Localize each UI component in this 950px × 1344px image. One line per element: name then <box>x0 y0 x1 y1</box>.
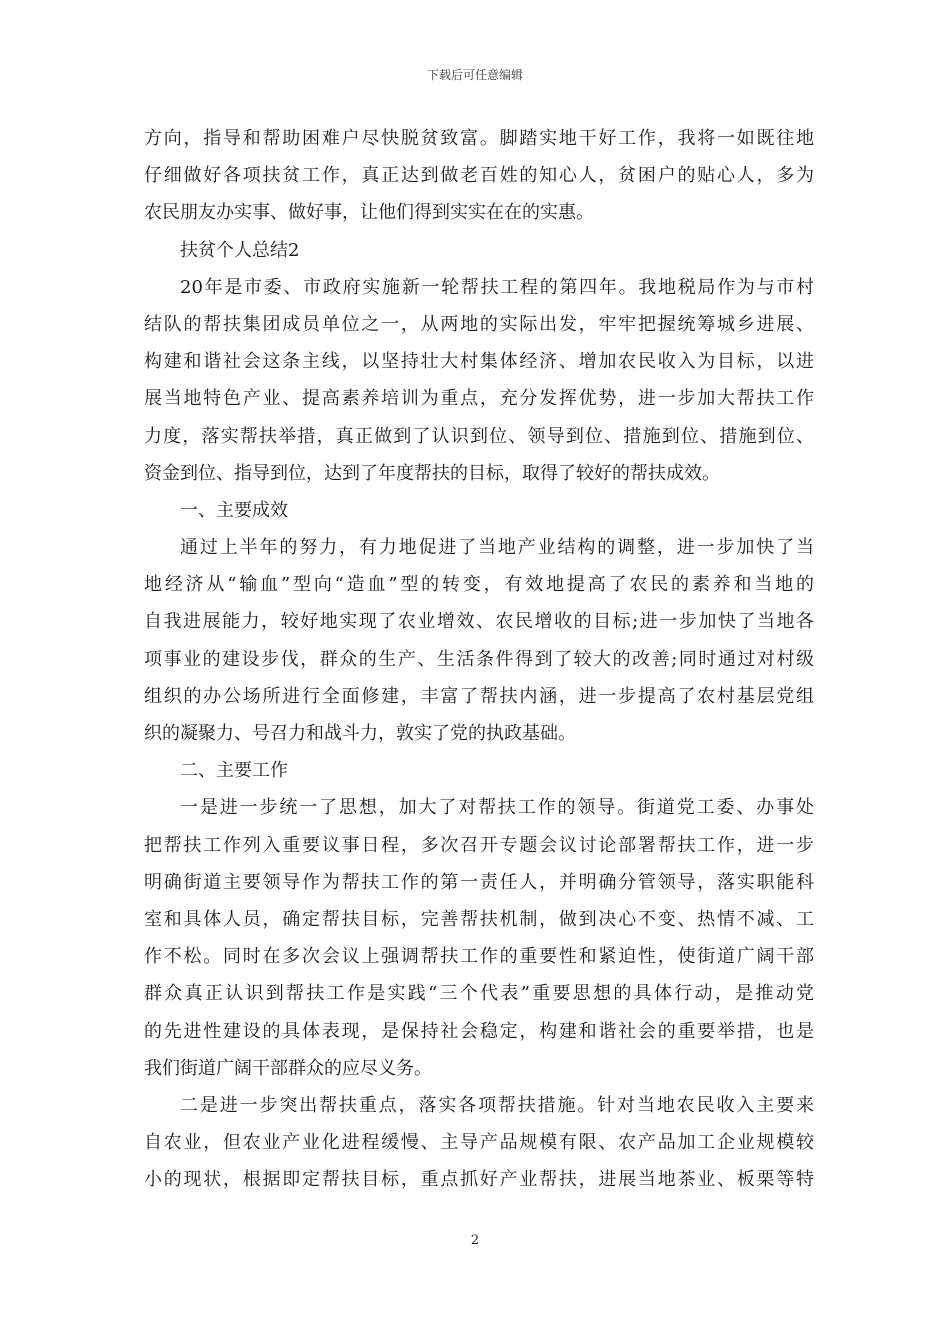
text-line: 自农业，但农业产业化进程缓慢、主导产品规模有限、农产品加工企业规模较 <box>144 1132 814 1154</box>
text-line: 自我进展能力，较好地实现了农业增效、农民增收的目标;进一步加快了当地各 <box>144 611 814 633</box>
text-line: 展当地特色产业、提高素养培训为重点，充分发挥优势，进一步加大帮扶工作 <box>144 388 814 410</box>
page-number: 2 <box>470 1233 480 1248</box>
text-line: 作不松。同时在多次会议上强调帮扶工作的重要性和紧迫性，使街道广阔干部 <box>144 946 814 968</box>
text-line: 项事业的建设步伐，群众的生产、生活条件得到了较大的改善;同时通过对村级 <box>144 648 814 670</box>
text-line: 明确街道主要领导作为帮扶工作的第一责任人，并明确分管领导，落实职能科 <box>144 871 814 893</box>
section-heading: 二、主要工作 <box>180 760 288 782</box>
text-line: 构建和谐社会这条主线，以坚持壮大村集体经济、增加农民收入为目标，以进 <box>144 351 814 373</box>
text-line: 力度，落实帮扶举措，真正做到了认识到位、领导到位、措施到位、措施到位、 <box>144 425 814 447</box>
text-line: 农民朋友办实事、做好事，让他们得到实实在在的实惠。 <box>144 202 594 224</box>
page-header: 下载后可任意编辑 <box>426 68 523 82</box>
text-line: 结队的帮扶集团成员单位之一，从两地的实际出发，牢牢把握统筹城乡进展、 <box>144 313 814 335</box>
text-line: 我们街道广阔干部群众的应尽义务。 <box>144 1057 432 1079</box>
section-heading: 一、主要成效 <box>180 499 288 521</box>
text-line: 组织的办公场所进行全面修建，丰富了帮扶内涵，进一步提高了农村基层党组 <box>144 685 814 707</box>
text-line: 仔细做好各项扶贫工作，真正达到做老百姓的知心人，贫困户的贴心人，多为 <box>144 165 814 187</box>
text-line: 一是进一步统一了思想，加大了对帮扶工作的领导。街道党工委、办事处 <box>180 797 814 819</box>
text-line: 20年是市委、市政府实施新一轮帮扶工程的第四年。我地税局作为与市村 <box>180 276 814 298</box>
section-title: 扶贫个人总结2 <box>180 239 300 261</box>
text-line: 室和具体人员，确定帮扶目标，完善帮扶机制，做到决心不变、热情不减、工 <box>144 908 814 930</box>
text-line: 把帮扶工作列入重要议事日程，多次召开专题会议讨论部署帮扶工作，进一步 <box>144 834 814 856</box>
text-line: 小的现状，根据即定帮扶目标，重点抓好产业帮扶，进展当地茶业、板栗等特 <box>144 1169 814 1191</box>
document-body <box>144 120 814 1198</box>
text-line: 二是进一步突出帮扶重点，落实各项帮扶措施。针对当地农民收入主要来 <box>180 1094 814 1116</box>
text-line: 方向，指导和帮助困难户尽快脱贫致富。脚踏实地干好工作，我将一如既往地 <box>144 128 814 149</box>
text-line: 通过上半年的努力，有力地促进了当地产业结构的调整，进一步加快了当 <box>180 537 814 559</box>
text-line: 的先进性建设的具体表现，是保持社会稳定，构建和谐社会的重要举措，也是 <box>144 1020 814 1042</box>
text-line: 群众真正认识到帮扶工作是实践“三个代表”重要思想的具体行动，是推动党 <box>144 983 814 1005</box>
text-line: 资金到位、指导到位，达到了年度帮扶的目标，取得了较好的帮扶成效。 <box>144 462 720 484</box>
text-line: 织的凝聚力、号召力和战斗力，敦实了党的执政基础。 <box>144 723 576 744</box>
text-line: 地经济从“输血”型向“造血”型的转变，有效地提高了农民的素养和当地的 <box>144 574 814 596</box>
